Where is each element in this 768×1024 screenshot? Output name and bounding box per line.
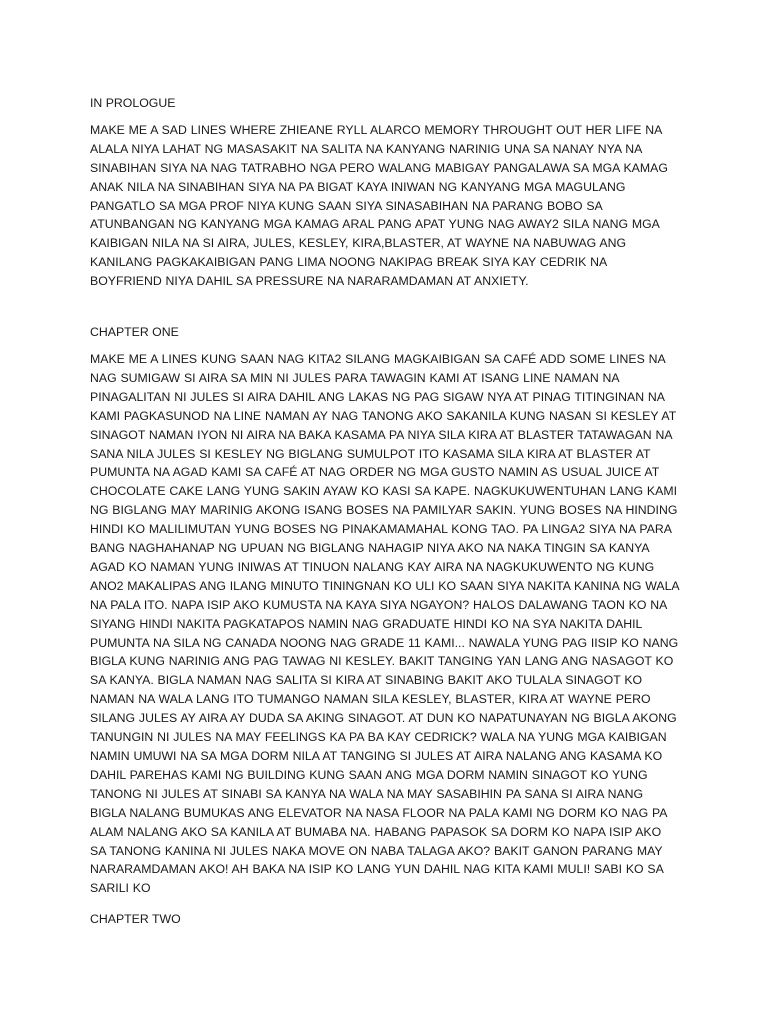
chapter-one-heading: CHAPTER ONE bbox=[90, 325, 179, 340]
chapter-one-body: MAKE ME A LINES KUNG SAAN NAG KITA2 SILANG MAGKAIBIGAN SA CAFÉ ADD SOME LINES NA NAG SUMIGAW SI AIRA SA MIN NI JULES PARA TAWAGIN KAMI AT ISANG LINE NAMAN NA PINAGALITAN NI JULES SI AIRA DAHIL ANG LAKAS NG PAG SIGAW NYA AT PINAG TITINGINAN NA KAMI PAGKASUNOD NA LINE NAMAN AY NAG TANONG AKO SAKANILA KUNG NASAN SI KESLEY AT SINAGOT NAMAN IYON NI AIRA NA BAKA KASAMA PA NIYA SILA KIRA AT BLASTER TATAWAGAN NA SANA NILA JULES SI KESLEY NG BIGLANG SUMULPOT ITO KASAMA SILA KIRA AT BLASTER AT PUMUNTA NA AGAD KAMI SA CAFÉ AT NAG ORDER NG MGA GUSTO NAMIN AS USUAL JUICE AT CHOCOLATE CAKE LANG YUNG SAKIN AYAW KO KASI SA KAPE. NAGKUKUWENTUHAN LANG KAMI NG BIGLANG MAY MARINIG AKONG ISANG BOSES NA PAMILYAR SAKIN. YUNG BOSES NA HINDING HINDI KO MALILIMUTAN YUNG BOSES NG PINAKAMAMAHAL KONG TAO. PA LINGA2 SIYA NA PARA BANG NAGHAHANAP NG UPUAN NG BIGLANG NAHAGIP NIYA AKO NA NAKA TINGIN SA KANYA AGAD KO NAMAN YUNG INIWAS AT TINUON NALANG KAY AIRA NA NAGKUKUWENTO NG KUNG ANO2 MAKALIPAS ANG ILANG MINUTO TININGNAN KO ULI KO SAAN SIYA NAKITA KANINA NG WALA NA PALA ITO. NAPA ISIP AKO KUMUSTA NA KAYA SIYA NGAYON? HALOS DALAWANG TAON KO NA SIYANG HINDI NAKITA PAGKATAPOS NAMIN NAG GRADUATE HINDI KO NA SYA NAKITA DAHIL PUMUNTA NA SILA NG CANADA NOONG NAG GRADE 11 KAMI... NAWALA YUNG PAG IISIP KO NANG BIGLA KUNG NARINIG ANG PAG TAWAG NI KESLEY. BAKIT TANGING YAN LANG ANG NASAGOT KO SA KANYA. BIGLA NAMAN NAG SALITA SI KIRA AT SINABING BAKIT AKO TULALA SINAGOT KO NAMAN NA WALA LANG ITO TUMANGO NAMAN SILA KESLEY, BLASTER, KIRA AT WAYNE PERO SILANG JULES AY AIRA AY DUDA SA AKING SINAGOT. AT DUN KO NAPATUNAYAN NG BIGLA AKONG TANUNGIN NI JULES NA MAY FEELINGS KA PA BA KAY CEDRICK? WALA NA YUNG MGA KAIBIGAN NAMIN UMUWI NA SA MGA DORM NILA AT TANGING SI JULES AT AIRA NALANG ANG KASAMA KO DAHIL PAREHAS KAMI NG BUILDING KUNG SAAN ANG MGA DORM NAMIN SINAGOT KO YUNG TANONG NI JULES AT SINABI SA KANYA NA WALA NA MAY SASABIHIN PA SANA SI AIRA NANG BIGLA NALANG BUMUKAS ANG ELEVATOR NA NASA FLOOR NA PALA KAMI NG DORM KO NAG PA ALAM NALANG AKO SA KANILA AT BUMABA NA. HABANG PAPASOK SA DORM KO NAPA ISIP AKO SA TANONG KANINA NI JULES NAKA MOVE ON NABA TALAGA AKO? BAKIT GANON PARANG MAY NARARAMDAMAN AKO! AH BAKA NA ISIP KO LANG YUN DAHIL NAG KITA KAMI MULI! SABI KO SA SARILI KO bbox=[90, 351, 679, 896]
section-spacer bbox=[90, 291, 680, 323]
chapter-two-heading: CHAPTER TWO bbox=[90, 912, 181, 927]
prologue-body: MAKE ME A SAD LINES WHERE ZHIEANE RYLL ALARCO MEMORY THROUGHT OUT HER LIFE NA ALALA NIYA LAHAT NG MASASAKIT NA SALITA NA KANYANG NARINIG UNA SA NANAY NYA NA SINABIHAN SIYA NA NAG TATRABHO NGA PERO WALANG MABIGAY PANGALAWA SA MGA KAMAG ANAK NILA NA SINABIHAN SIYA NA PA BIGAT KAYA INIWAN NG KANYANG MGA MAGULANG PANGATLO SA MGA PROF NIYA KUNG SAAN SIYA SINASABIHAN NA PARANG BOBO SA ATUNBANGAN NG KANYANG MGA KAMAG ARAL PANG APAT YUNG NAG AWAY2 SILA NANG MGA KAIBIGAN NILA NA SI AIRA, JULES, KESLEY, KIRA,BLASTER, AT WAYNE NA NABUWAG ANG KANILANG PAGKAKAIBIGAN PANG LIMA NOONG NAKIPAG BREAK SIYA KAY CEDRIK NA BOYFRIEND NIYA DAHIL SA PRESSURE NA NARARAMDAMAN AT ANXIETY. bbox=[90, 122, 668, 289]
section-spacer bbox=[90, 898, 680, 910]
prologue-heading: IN PROLOGUE bbox=[90, 96, 176, 110]
